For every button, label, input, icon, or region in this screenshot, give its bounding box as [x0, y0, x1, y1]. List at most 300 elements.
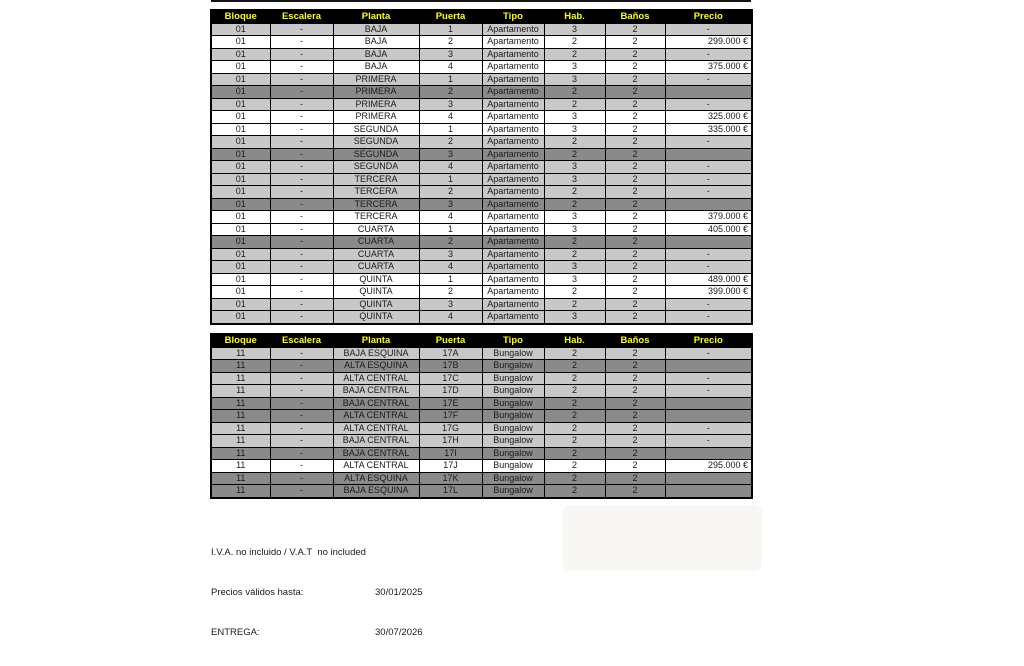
cell-precio: -	[665, 347, 752, 360]
cell-planta: BAJA ESQUINA	[333, 485, 419, 498]
column-header-banos: Baños	[605, 334, 665, 347]
cell-escalera: -	[270, 360, 333, 373]
cell-bloque: 01	[211, 248, 270, 261]
cell-escalera: -	[270, 447, 333, 460]
cell-escalera: -	[270, 186, 333, 199]
cell-planta: TERCERA	[333, 198, 419, 211]
cell-planta: BAJA CENTRAL	[333, 385, 419, 398]
cell-banos: 2	[605, 248, 665, 261]
table-row	[211, 385, 752, 398]
cell-puerta: 3	[419, 48, 482, 61]
table-row	[211, 98, 752, 111]
cell-bloque: 01	[211, 136, 270, 149]
cell-banos: 2	[605, 236, 665, 249]
cell-escalera: -	[270, 385, 333, 398]
column-header-bloque: Bloque	[211, 10, 270, 23]
cell-precio: -	[665, 311, 752, 324]
cell-puerta: 3	[419, 248, 482, 261]
cell-bloque: 11	[211, 460, 270, 473]
cell-puerta: 17D	[419, 385, 482, 398]
cell-precio: 299.000 €	[665, 36, 752, 49]
cell-bloque: 01	[211, 286, 270, 299]
cell-precio: -	[665, 372, 752, 385]
cell-precio: -	[665, 73, 752, 86]
cell-precio: 399.000 €	[665, 286, 752, 299]
cell-escalera: -	[270, 48, 333, 61]
table-row	[211, 397, 752, 410]
column-header-precio: Precio	[665, 10, 752, 23]
cell-banos: 2	[605, 422, 665, 435]
cell-hab: 2	[544, 198, 605, 211]
table-row	[211, 435, 752, 448]
cell-banos: 2	[605, 111, 665, 124]
cell-escalera: -	[270, 61, 333, 74]
cell-planta: BAJA CENTRAL	[333, 447, 419, 460]
table-row	[211, 73, 752, 86]
cell-bloque: 11	[211, 397, 270, 410]
cell-escalera: -	[270, 397, 333, 410]
cell-bloque: 11	[211, 385, 270, 398]
cell-precio	[665, 148, 752, 161]
cell-puerta: 2	[419, 136, 482, 149]
cell-planta: SEGUNDA	[333, 148, 419, 161]
cell-hab: 2	[544, 298, 605, 311]
cell-bloque: 01	[211, 198, 270, 211]
cell-hab: 2	[544, 435, 605, 448]
cell-planta: CUARTA	[333, 261, 419, 274]
cell-puerta: 4	[419, 61, 482, 74]
cell-precio: -	[665, 435, 752, 448]
cell-bloque: 01	[211, 148, 270, 161]
cell-planta: QUINTA	[333, 311, 419, 324]
cell-escalera: -	[270, 148, 333, 161]
column-header-planta: Planta	[333, 334, 419, 347]
vat-note: I.V.A. no incluido / V.A.T no included	[211, 546, 366, 558]
cell-hab: 2	[544, 248, 605, 261]
cell-puerta: 2	[419, 286, 482, 299]
cell-escalera: -	[270, 485, 333, 498]
cell-tipo: Apartamento	[482, 23, 544, 36]
cell-bloque: 01	[211, 86, 270, 99]
table-row	[211, 347, 752, 360]
cell-escalera: -	[270, 347, 333, 360]
table-row	[211, 36, 752, 49]
cell-puerta: 3	[419, 98, 482, 111]
cell-banos: 2	[605, 123, 665, 136]
cell-bloque: 01	[211, 161, 270, 174]
cell-tipo: Bungalow	[482, 385, 544, 398]
cell-precio: 325.000 €	[665, 111, 752, 124]
cell-puerta: 1	[419, 273, 482, 286]
cell-tipo: Apartamento	[482, 198, 544, 211]
cell-escalera: -	[270, 311, 333, 324]
cell-bloque: 11	[211, 472, 270, 485]
cell-precio	[665, 360, 752, 373]
cell-bloque: 01	[211, 186, 270, 199]
cell-escalera: -	[270, 223, 333, 236]
table-row	[211, 410, 752, 423]
table-row	[211, 211, 752, 224]
cell-escalera: -	[270, 36, 333, 49]
cell-escalera: -	[270, 161, 333, 174]
cell-bloque: 01	[211, 273, 270, 286]
cell-precio	[665, 410, 752, 423]
cell-hab: 2	[544, 485, 605, 498]
cell-hab: 2	[544, 410, 605, 423]
cell-hab: 2	[544, 36, 605, 49]
table-row	[211, 48, 752, 61]
table-row	[211, 111, 752, 124]
cell-banos: 2	[605, 98, 665, 111]
cell-puerta: 17G	[419, 422, 482, 435]
cell-precio: 335.000 €	[665, 123, 752, 136]
cell-tipo: Apartamento	[482, 311, 544, 324]
cell-banos: 2	[605, 61, 665, 74]
cell-bloque: 01	[211, 98, 270, 111]
cell-precio	[665, 472, 752, 485]
cell-escalera: -	[270, 410, 333, 423]
cell-tipo: Apartamento	[482, 48, 544, 61]
cell-tipo: Apartamento	[482, 111, 544, 124]
cell-banos: 2	[605, 136, 665, 149]
cell-tipo: Apartamento	[482, 86, 544, 99]
cell-banos: 2	[605, 298, 665, 311]
cell-planta: CUARTA	[333, 248, 419, 261]
column-header-hab: Hab.	[544, 334, 605, 347]
cell-planta: SEGUNDA	[333, 161, 419, 174]
cell-puerta: 17K	[419, 472, 482, 485]
cell-tipo: Bungalow	[482, 347, 544, 360]
cell-bloque: 11	[211, 360, 270, 373]
cell-tipo: Apartamento	[482, 36, 544, 49]
cell-banos: 2	[605, 261, 665, 274]
cell-puerta: 17A	[419, 347, 482, 360]
cell-bloque: 01	[211, 173, 270, 186]
column-header-tipo: Tipo	[482, 334, 544, 347]
cell-banos: 2	[605, 223, 665, 236]
cell-tipo: Bungalow	[482, 397, 544, 410]
cell-puerta: 4	[419, 211, 482, 224]
cell-escalera: -	[270, 460, 333, 473]
cell-escalera: -	[270, 23, 333, 36]
cell-planta: BAJA CENTRAL	[333, 435, 419, 448]
cell-bloque: 11	[211, 410, 270, 423]
cell-hab: 2	[544, 472, 605, 485]
table-row	[211, 261, 752, 274]
cell-puerta: 17L	[419, 485, 482, 498]
table-row	[211, 447, 752, 460]
cell-puerta: 2	[419, 236, 482, 249]
table-row	[211, 123, 752, 136]
cell-puerta: 4	[419, 161, 482, 174]
cell-bloque: 01	[211, 311, 270, 324]
cell-banos: 2	[605, 311, 665, 324]
delivery-date: 30/07/2026	[375, 627, 423, 639]
cell-planta: ALTA ESQUINA	[333, 472, 419, 485]
cell-hab: 2	[544, 372, 605, 385]
table-row	[211, 298, 752, 311]
cell-puerta: 1	[419, 223, 482, 236]
cell-planta: BAJA	[333, 23, 419, 36]
cell-precio: -	[665, 385, 752, 398]
cell-precio	[665, 485, 752, 498]
cell-planta: PRIMERA	[333, 86, 419, 99]
cell-precio	[665, 447, 752, 460]
cell-puerta: 1	[419, 23, 482, 36]
table-row	[211, 198, 752, 211]
cell-tipo: Apartamento	[482, 248, 544, 261]
cell-banos: 2	[605, 360, 665, 373]
cell-escalera: -	[270, 111, 333, 124]
cell-bloque: 01	[211, 123, 270, 136]
cell-tipo: Apartamento	[482, 123, 544, 136]
cell-planta: TERCERA	[333, 186, 419, 199]
cell-tipo: Apartamento	[482, 136, 544, 149]
table-row	[211, 61, 752, 74]
cell-planta: QUINTA	[333, 273, 419, 286]
cell-tipo: Apartamento	[482, 298, 544, 311]
cell-tipo: Apartamento	[482, 161, 544, 174]
cell-banos: 2	[605, 48, 665, 61]
cell-puerta: 4	[419, 261, 482, 274]
cell-banos: 2	[605, 273, 665, 286]
cell-bloque: 01	[211, 36, 270, 49]
table-row	[211, 273, 752, 286]
cell-hab: 3	[544, 273, 605, 286]
column-header-puerta: Puerta	[419, 334, 482, 347]
table-row	[211, 286, 752, 299]
column-header-tipo: Tipo	[482, 10, 544, 23]
cell-tipo: Apartamento	[482, 236, 544, 249]
cell-banos: 2	[605, 86, 665, 99]
cell-bloque: 11	[211, 347, 270, 360]
cell-puerta: 17C	[419, 372, 482, 385]
cell-bloque: 01	[211, 236, 270, 249]
cell-hab: 2	[544, 148, 605, 161]
cell-escalera: -	[270, 198, 333, 211]
cell-precio: 489.000 €	[665, 273, 752, 286]
footer-notes	[211, 519, 423, 666]
delivery-line	[211, 626, 423, 639]
cell-puerta: 2	[419, 36, 482, 49]
cell-bloque: 11	[211, 422, 270, 435]
valid-until-label: Precios válidos hasta:	[211, 587, 304, 599]
cell-hab: 2	[544, 136, 605, 149]
cell-tipo: Apartamento	[482, 186, 544, 199]
cell-banos: 2	[605, 385, 665, 398]
cell-banos: 2	[605, 23, 665, 36]
cell-precio: -	[665, 422, 752, 435]
table-header-row	[211, 10, 752, 23]
cell-precio	[665, 236, 752, 249]
column-header-banos: Baños	[605, 10, 665, 23]
cell-escalera: -	[270, 472, 333, 485]
cell-hab: 3	[544, 261, 605, 274]
cell-banos: 2	[605, 397, 665, 410]
cell-precio: -	[665, 186, 752, 199]
cell-hab: 2	[544, 447, 605, 460]
cell-hab: 2	[544, 186, 605, 199]
cell-planta: QUINTA	[333, 286, 419, 299]
cell-planta: BAJA	[333, 36, 419, 49]
cell-tipo: Apartamento	[482, 148, 544, 161]
column-header-hab: Hab.	[544, 10, 605, 23]
cell-puerta: 17H	[419, 435, 482, 448]
cell-planta: BAJA	[333, 48, 419, 61]
cell-escalera: -	[270, 98, 333, 111]
cell-planta: BAJA CENTRAL	[333, 397, 419, 410]
cell-planta: BAJA ESQUINA	[333, 347, 419, 360]
cell-banos: 2	[605, 148, 665, 161]
cell-banos: 2	[605, 173, 665, 186]
cell-precio: -	[665, 23, 752, 36]
cell-banos: 2	[605, 447, 665, 460]
column-header-precio: Precio	[665, 334, 752, 347]
cell-planta: ALTA CENTRAL	[333, 372, 419, 385]
cell-tipo: Apartamento	[482, 273, 544, 286]
apartments-price-table	[210, 9, 753, 325]
cell-escalera: -	[270, 372, 333, 385]
cell-escalera: -	[270, 73, 333, 86]
table-row	[211, 86, 752, 99]
cell-tipo: Apartamento	[482, 173, 544, 186]
delivery-label: ENTREGA:	[211, 627, 260, 639]
cell-bloque: 01	[211, 211, 270, 224]
cell-precio: -	[665, 48, 752, 61]
cell-hab: 2	[544, 397, 605, 410]
cell-precio	[665, 397, 752, 410]
cell-planta: CUARTA	[333, 236, 419, 249]
cell-banos: 2	[605, 460, 665, 473]
cell-banos: 2	[605, 186, 665, 199]
table-row	[211, 186, 752, 199]
cell-precio: -	[665, 136, 752, 149]
table-row	[211, 460, 752, 473]
cell-planta: CUARTA	[333, 223, 419, 236]
cell-bloque: 01	[211, 223, 270, 236]
cell-escalera: -	[270, 211, 333, 224]
table-row	[211, 485, 752, 498]
table-row	[211, 311, 752, 324]
cell-escalera: -	[270, 123, 333, 136]
cell-puerta: 2	[419, 186, 482, 199]
cell-tipo: Bungalow	[482, 472, 544, 485]
cell-bloque: 01	[211, 111, 270, 124]
cell-puerta: 3	[419, 298, 482, 311]
table-row	[211, 136, 752, 149]
cell-escalera: -	[270, 236, 333, 249]
cell-escalera: -	[270, 248, 333, 261]
cell-planta: ALTA CENTRAL	[333, 410, 419, 423]
cell-tipo: Bungalow	[482, 447, 544, 460]
cell-hab: 2	[544, 86, 605, 99]
table-row	[211, 360, 752, 373]
cell-tipo: Apartamento	[482, 98, 544, 111]
cell-escalera: -	[270, 286, 333, 299]
table-row	[211, 372, 752, 385]
cell-precio: -	[665, 261, 752, 274]
cell-tipo: Apartamento	[482, 61, 544, 74]
cell-hab: 3	[544, 211, 605, 224]
valid-until-line	[211, 586, 423, 599]
cell-planta: ALTA CENTRAL	[333, 422, 419, 435]
cell-tipo: Bungalow	[482, 460, 544, 473]
cell-bloque: 11	[211, 435, 270, 448]
cell-banos: 2	[605, 211, 665, 224]
cell-bloque: 01	[211, 48, 270, 61]
cell-bloque: 01	[211, 261, 270, 274]
cell-banos: 2	[605, 435, 665, 448]
top-divider-line	[211, 0, 751, 2]
cell-puerta: 17J	[419, 460, 482, 473]
column-header-bloque: Bloque	[211, 334, 270, 347]
cell-bloque: 11	[211, 372, 270, 385]
cell-hab: 2	[544, 286, 605, 299]
cell-planta: SEGUNDA	[333, 136, 419, 149]
column-header-puerta: Puerta	[419, 10, 482, 23]
cell-escalera: -	[270, 86, 333, 99]
cell-hab: 2	[544, 236, 605, 249]
cell-tipo: Bungalow	[482, 360, 544, 373]
cell-banos: 2	[605, 347, 665, 360]
cell-planta: TERCERA	[333, 211, 419, 224]
cell-hab: 3	[544, 23, 605, 36]
cell-puerta: 17E	[419, 397, 482, 410]
cell-planta: PRIMERA	[333, 98, 419, 111]
cell-tipo: Apartamento	[482, 286, 544, 299]
cell-precio: -	[665, 98, 752, 111]
cell-banos: 2	[605, 372, 665, 385]
cell-hab: 2	[544, 360, 605, 373]
cell-precio	[665, 86, 752, 99]
cell-precio: 379.000 €	[665, 211, 752, 224]
cell-hab: 3	[544, 123, 605, 136]
cell-escalera: -	[270, 261, 333, 274]
table-row	[211, 223, 752, 236]
cell-tipo: Bungalow	[482, 422, 544, 435]
cell-hab: 3	[544, 73, 605, 86]
cell-planta: ALTA CENTRAL	[333, 460, 419, 473]
cell-puerta: 17B	[419, 360, 482, 373]
cell-escalera: -	[270, 273, 333, 286]
cell-puerta: 1	[419, 173, 482, 186]
valid-until-date: 30/01/2025	[375, 587, 423, 599]
cell-banos: 2	[605, 198, 665, 211]
cell-bloque: 11	[211, 485, 270, 498]
cell-hab: 2	[544, 98, 605, 111]
cell-tipo: Apartamento	[482, 73, 544, 86]
cell-planta: BAJA	[333, 61, 419, 74]
cell-precio: -	[665, 161, 752, 174]
table-row	[211, 236, 752, 249]
cell-hab: 3	[544, 311, 605, 324]
cell-tipo: Bungalow	[482, 410, 544, 423]
cell-precio: 375.000 €	[665, 61, 752, 74]
cell-escalera: -	[270, 422, 333, 435]
cell-planta: TERCERA	[333, 173, 419, 186]
cell-tipo: Apartamento	[482, 261, 544, 274]
cell-tipo: Bungalow	[482, 372, 544, 385]
cell-puerta: 2	[419, 86, 482, 99]
cell-banos: 2	[605, 161, 665, 174]
cell-escalera: -	[270, 435, 333, 448]
cell-escalera: -	[270, 136, 333, 149]
cell-bloque: 01	[211, 73, 270, 86]
cell-hab: 2	[544, 460, 605, 473]
cell-bloque: 01	[211, 298, 270, 311]
column-header-escalera: Escalera	[270, 334, 333, 347]
cell-hab: 2	[544, 385, 605, 398]
